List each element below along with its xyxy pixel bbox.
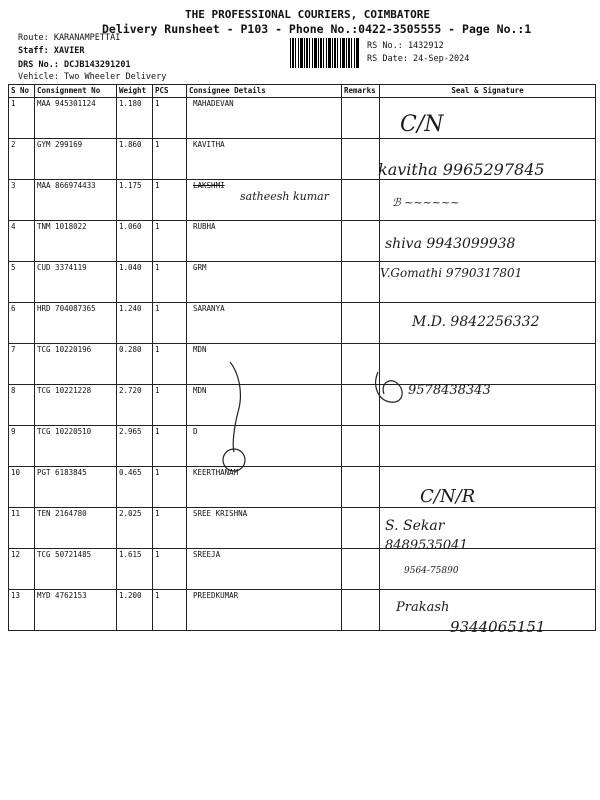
signature-12: 9564-75890 [404, 566, 459, 576]
serial-no-cell: 6 [9, 303, 35, 344]
barcode [290, 38, 360, 68]
remarks-cell [342, 344, 380, 385]
table-header-row [9, 85, 596, 98]
consignee-cell: SREEJA [187, 549, 342, 590]
consignee-cell: D [187, 426, 342, 467]
col-header: S No [9, 85, 35, 98]
consignment-no-cell: MAA 945301124 [35, 98, 117, 139]
table-row [9, 426, 596, 467]
weight-cell: 1.180 [117, 98, 153, 139]
pcs-cell: 1 [153, 549, 187, 590]
pcs-cell: 1 [153, 385, 187, 426]
signature-4: shiva 9943099938 [385, 236, 516, 252]
consignment-no-cell: TCG 10221228 [35, 385, 117, 426]
remarks-cell [342, 139, 380, 180]
table-row [9, 98, 596, 139]
consignment-no-cell: TNM 1018022 [35, 221, 117, 262]
serial-no-cell: 11 [9, 508, 35, 549]
signature-13-phone: 9344065151 [450, 618, 546, 636]
consignee-cell: KEERTHANAM [187, 467, 342, 508]
signature-3-name: satheesh kumar [240, 190, 329, 203]
remarks-cell [342, 590, 380, 631]
table-row [9, 508, 596, 549]
serial-no-cell: 7 [9, 344, 35, 385]
rs-date: RS Date: 24-Sep-2024 [367, 54, 470, 64]
remarks-cell [342, 385, 380, 426]
signature-13-name: Prakash [396, 600, 450, 615]
runsheet-subtitle: Delivery Runsheet - P103 - Phone No.:0422-3505555 - Page No.:1 [102, 22, 532, 36]
weight-cell: 1.060 [117, 221, 153, 262]
weight-cell: 2.720 [117, 385, 153, 426]
signature-cell [380, 344, 596, 385]
table-row [9, 344, 596, 385]
pcs-cell: 1 [153, 221, 187, 262]
consignee-cell: PREEDKUMAR [187, 590, 342, 631]
serial-no-cell: 10 [9, 467, 35, 508]
signature-11-name: S. Sekar [385, 518, 445, 534]
table-row [9, 549, 596, 590]
weight-cell: 1.860 [117, 139, 153, 180]
remarks-cell [342, 549, 380, 590]
remarks-cell [342, 467, 380, 508]
pcs-cell: 1 [153, 590, 187, 631]
weight-cell: 1.200 [117, 590, 153, 631]
pcs-cell: 1 [153, 426, 187, 467]
pcs-cell: 1 [153, 467, 187, 508]
signature-2: kavitha 9965297845 [378, 160, 545, 179]
weight-cell: 1.040 [117, 262, 153, 303]
remarks-cell [342, 303, 380, 344]
consignee-cell: MDN [187, 344, 342, 385]
serial-no-cell: 9 [9, 426, 35, 467]
signature-8: 9578438343 [408, 383, 491, 398]
signature-3-mark: ℬ ~~~~~~ [392, 196, 460, 209]
serial-no-cell: 13 [9, 590, 35, 631]
col-header: Weight [117, 85, 153, 98]
remarks-cell [342, 180, 380, 221]
serial-no-cell: 5 [9, 262, 35, 303]
staff-label: Staff: XAVIER [18, 46, 85, 56]
signature-cell [380, 467, 596, 508]
consignment-no-cell: GYM 299169 [35, 139, 117, 180]
drs-number: DRS No.: DCJB143291201 [18, 60, 131, 70]
route-label: Route: KARANAMPETTAI [18, 33, 121, 43]
weight-cell: 0.465 [117, 467, 153, 508]
serial-no-cell: 8 [9, 385, 35, 426]
signature-11-phone: 8489535041 [385, 538, 468, 553]
serial-no-cell: 3 [9, 180, 35, 221]
consignment-no-cell: MYD 4762153 [35, 590, 117, 631]
table-row [9, 385, 596, 426]
serial-no-cell: 12 [9, 549, 35, 590]
consignment-no-cell: HRD 704087365 [35, 303, 117, 344]
pcs-cell: 1 [153, 262, 187, 303]
weight-cell: 0.280 [117, 344, 153, 385]
consignment-no-cell: TCG 10220510 [35, 426, 117, 467]
weight-cell: 1.615 [117, 549, 153, 590]
pcs-cell: 1 [153, 180, 187, 221]
remarks-cell [342, 98, 380, 139]
vehicle-label: Vehicle: Two Wheeler Delivery [18, 72, 167, 82]
weight-cell: 1.175 [117, 180, 153, 221]
signature-1: C/N [400, 112, 444, 137]
signature-6: M.D. 9842256332 [412, 314, 540, 330]
signature-cell [380, 426, 596, 467]
col-header: Seal & Signature [380, 85, 596, 98]
signature-10: C/N/R [420, 486, 476, 507]
pcs-cell: 1 [153, 139, 187, 180]
consignment-no-cell: TEN 2164780 [35, 508, 117, 549]
pcs-cell: 1 [153, 98, 187, 139]
remarks-cell [342, 426, 380, 467]
remarks-cell [342, 221, 380, 262]
consignee-cell: SREE KRISHNA [187, 508, 342, 549]
remarks-cell [342, 262, 380, 303]
col-header: PCS [153, 85, 187, 98]
consignment-no-cell: MAA 866974433 [35, 180, 117, 221]
serial-no-cell: 1 [9, 98, 35, 139]
consignee-cell: MAHADEVAN [187, 98, 342, 139]
consignment-no-cell: TCG 10220196 [35, 344, 117, 385]
rs-number: RS No.: 1432912 [367, 41, 444, 51]
col-header: Consignment No [35, 85, 117, 98]
consignee-cell: SARANYA [187, 303, 342, 344]
pcs-cell: 1 [153, 303, 187, 344]
remarks-cell [342, 508, 380, 549]
consignment-no-cell: PGT 6183845 [35, 467, 117, 508]
consignee-cell: MDN [187, 385, 342, 426]
serial-no-cell: 2 [9, 139, 35, 180]
consignee-cell: RUBHA [187, 221, 342, 262]
consignment-no-cell: CUD 3374119 [35, 262, 117, 303]
pcs-cell: 1 [153, 344, 187, 385]
col-header: Remarks [342, 85, 380, 98]
consignee-cell: LAKSHMI [187, 180, 342, 221]
consignee-cell: GRM [187, 262, 342, 303]
signature-5: V.Gomathi 9790317801 [380, 266, 523, 280]
table-row [9, 467, 596, 508]
consignee-cell: KAVITHA [187, 139, 342, 180]
consignment-no-cell: TCG 50721485 [35, 549, 117, 590]
pcs-cell: 1 [153, 508, 187, 549]
weight-cell: 2.025 [117, 508, 153, 549]
col-header: Consignee Details [187, 85, 342, 98]
weight-cell: 2.965 [117, 426, 153, 467]
company-title: THE PROFESSIONAL COURIERS, COIMBATORE [185, 8, 431, 21]
weight-cell: 1.240 [117, 303, 153, 344]
serial-no-cell: 4 [9, 221, 35, 262]
